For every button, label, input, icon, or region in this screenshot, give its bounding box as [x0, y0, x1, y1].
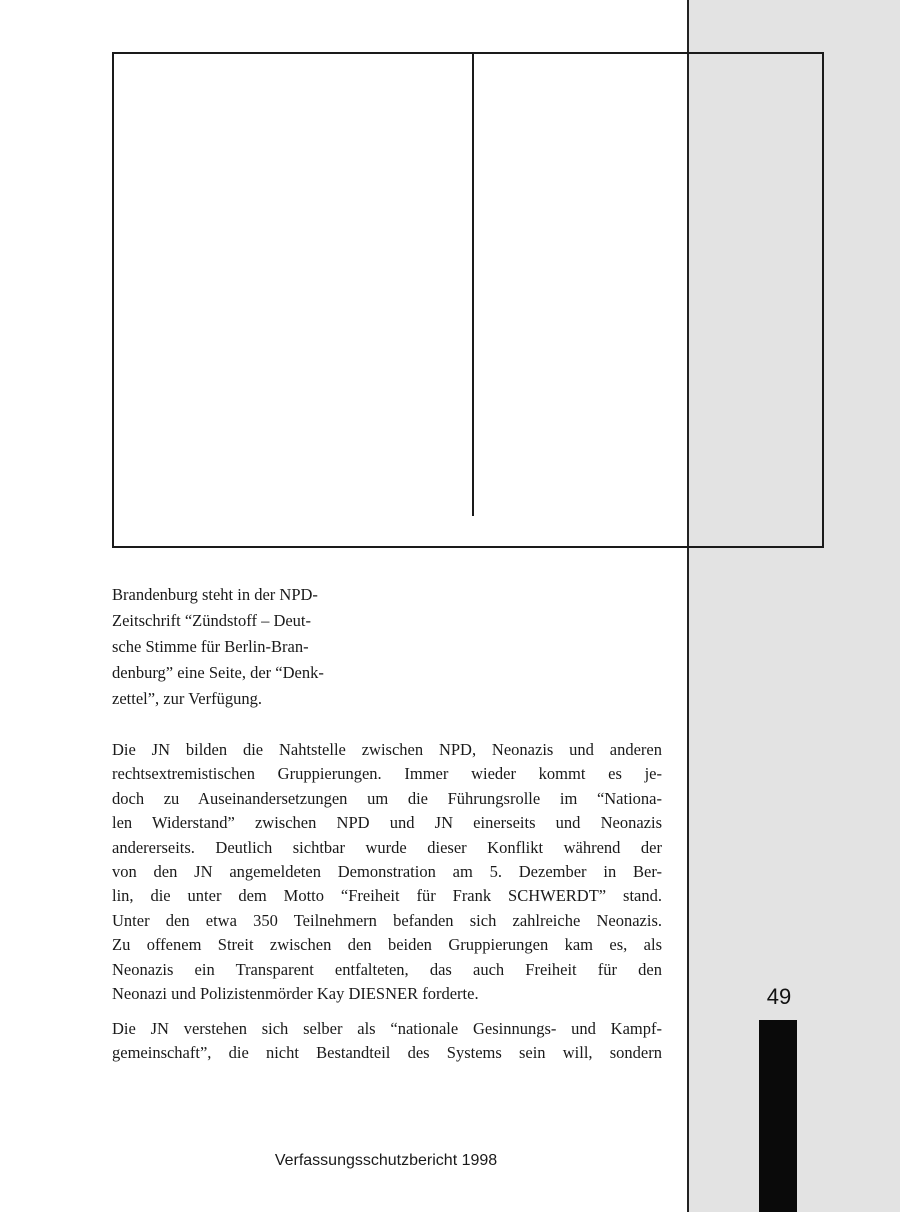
paragraph-line: Die JN bilden die Nahtstelle zwischen NPD, Neonazis und anderen — [112, 740, 662, 759]
paragraph-line: Zu offenem Streit zwischen den beiden Gruppierungen kam es, als — [112, 935, 662, 955]
body-paragraph-2 — [112, 1017, 662, 1066]
caption-line: denburg” eine Seite, der “Denk- — [112, 663, 324, 682]
caption-line: sche Stimme für Berlin-Bran- — [112, 637, 309, 656]
paragraph-line: Unter den etwa 350 Teilnehmern befanden sich zahlreiche Neonazis. — [112, 910, 662, 930]
frame-divider-line — [472, 54, 474, 516]
caption-text — [112, 582, 382, 712]
paragraph-line: von den JN angemeldeten Demonstration am 5. Dezember in Ber- — [112, 862, 662, 882]
paragraph-line: rechtsextremistischen Gruppierungen. Immer wieder kommt es je- — [112, 764, 662, 784]
paragraph-line: Neonazis ein Transparent entfalteten, das auch Freiheit für den — [112, 959, 662, 979]
paragraph-line: lin, die unter dem Motto “Freiheit für Frank SCHWERDT” stand. — [112, 886, 662, 906]
paragraph-line: Neonazi und Polizistenmörder Kay DIESNER forderte. — [112, 984, 479, 1004]
page-footer: Verfassungsschutzbericht 1998 — [274, 1152, 498, 1169]
page-tab-marker — [759, 1020, 797, 1212]
paragraph-line: gemeinschaft”, die nicht Bestandteil des Systems sein will, sondern — [112, 1043, 662, 1063]
paragraph-line: andererseits. Deutlich sichtbar wurde dieser Konflikt während der — [112, 837, 662, 857]
image-placeholder-frame — [112, 52, 824, 548]
paragraph-line: Die JN verstehen sich selber als “nationale Gesinnungs- und Kampf- — [112, 1019, 662, 1038]
body-paragraph-1 — [112, 738, 662, 1006]
caption-line: Zeitschrift “Zündstoff – Deut- — [112, 611, 312, 630]
caption-line: Brandenburg steht in der NPD- — [112, 585, 318, 604]
paragraph-line: len Widerstand” zwischen NPD und JN einerseits und Neonazis — [112, 813, 662, 833]
paragraph-line: doch zu Auseinandersetzungen um die Führungsrolle im “Nationa- — [112, 788, 662, 808]
caption-line: zettel”, zur Verfügung. — [112, 689, 262, 708]
page-number: 49 — [766, 984, 792, 1009]
